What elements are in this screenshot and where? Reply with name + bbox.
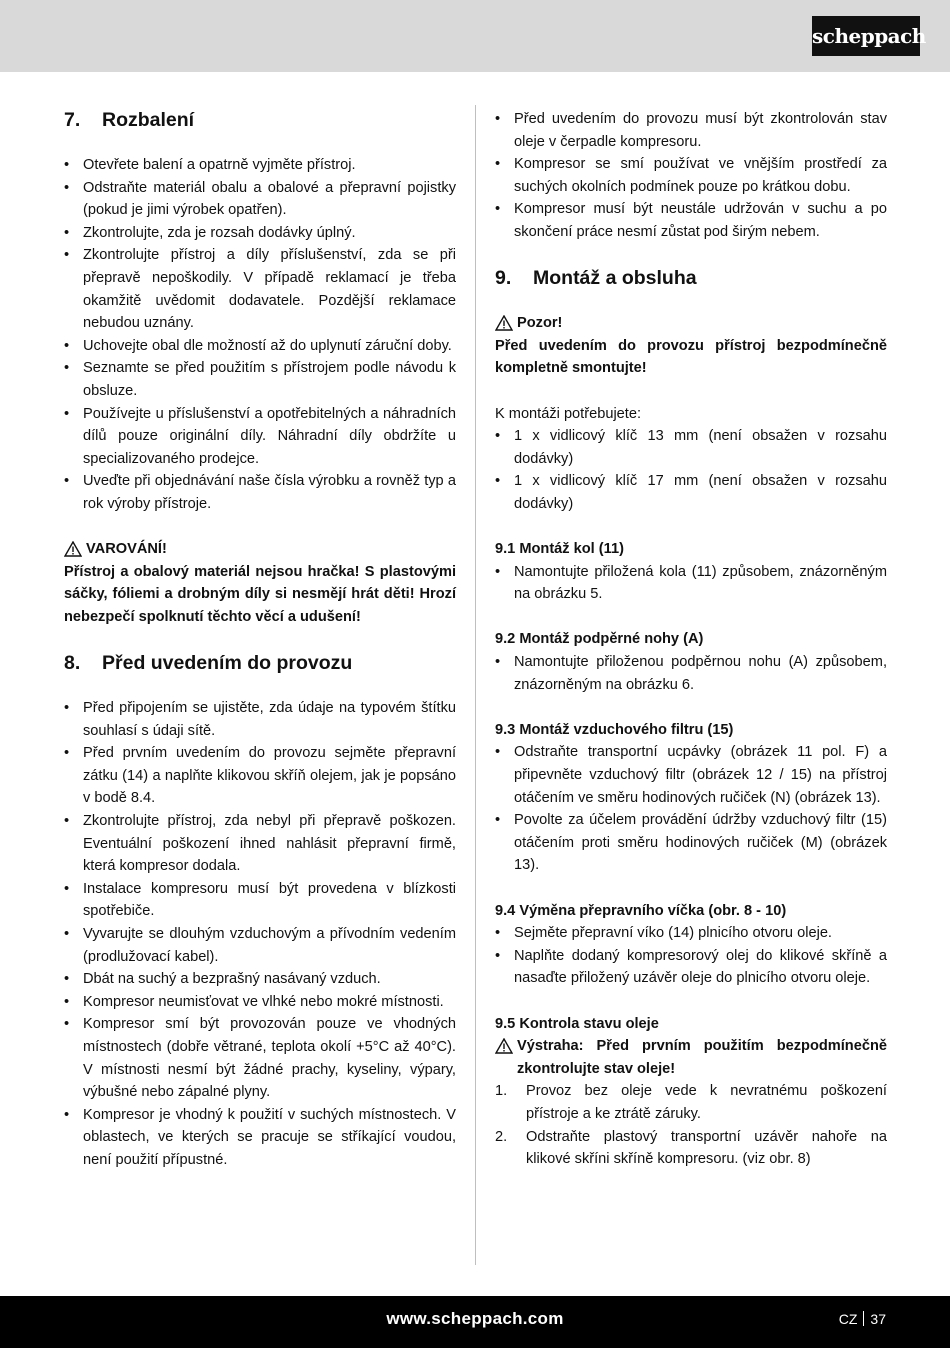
right-column [495,108,887,1171]
list-item: • Zkontrolujte, zda je rozsah dodávky úplný. [64,224,356,241]
section-7-list [64,154,456,516]
section-8-heading: 8. Před uvedením do provozu [64,652,353,675]
list-item: • Instalace kompresoru musí být provedena v blízkosti spotřebiče. [64,880,456,920]
list-item: 1. Provoz bez oleje vede k nevratnému poškození přístroje a ke ztrátě záruky. [495,1083,887,1122]
list-item: • Kompresor smí být provozován pouze ve vhodných místnostech (dobře větrané, teplota okolí +5°C až 40°C). V místnosti nesmí být žádné prachy, kyseliny, výpary, výbušné nebo zápalné plyny. [64,1016,456,1101]
page-indicator [839,1311,886,1327]
list-item: • Otevřete balení a opatrně vyjměte přístroj. [64,157,356,173]
list-item: • Před uvedením do provozu musí být zkontrolován stav oleje v čerpadle kompresoru. [495,111,887,150]
list-item: • 1 x vidlicový klíč 17 mm (není obsažen v rozsahu dodávky) [495,473,887,512]
list-item: • Uchovejte obal dle možností až do uplynutí záruční doby. [64,337,452,354]
list-item: • Kompresor neumisťovat ve vlhké nebo mokré místnosti. [64,993,444,1010]
left-column [64,108,456,1172]
list-item: • Uveďte při objednávání naše čísla výrobku a rovněž typ a rok výroby přístroje. [64,473,456,512]
list-item: • Zkontrolujte přístroj a díly příslušenství, zda se při přepravě nepoškodily. V případě reklamací je třeba okamžitě uvědomit dodavatele. Pozdější reklamace nebudou uznány. [64,247,456,332]
list-item: • Vyvarujte se dlouhým vzduchovým a přívodním vedením (prodlužovací kabel). [64,926,456,965]
page-number: 37 [870,1311,886,1327]
list-item: • Před připojením se ujistěte, zda údaje na typovém štítku souhlasí s údaji sítě. [64,700,456,739]
list-item: • Kompresor se smí používat ve vnějším prostředí za suchých okolních podmínek pouze po krátkou dobu. [495,156,887,195]
list-item: • Zkontrolujte přístroj, zda nebyl při přepravě poškozen. Eventuální poškození ihned nahlásit přepravní firmě, která kompresor dodala. [64,813,456,875]
list-item: • Před prvním uvedením do provozu sejměte přepravní zátku (14) a naplňte klikovou skříň olejem, jak je popsáno v bodě 8.4. [64,745,456,807]
warning-text: Přístroj a obalový materiál nejsou hračka! S plastovými sáčky, fóliemi a drobným díly si nesmějí hrát děti! Hrozí nebezpečí spolknutí těchto věcí a udušení! [64,563,456,625]
section-8-continued-list [495,108,887,244]
website-link[interactable]: www.scheppach.com [386,1309,564,1328]
oil-check-steps [495,1080,887,1170]
list-item: • Kompresor je vhodný k použití v suchých místnostech. V oblastech, ve kterých se pracuje se stříkající voudou, není použití přípustné. [64,1106,456,1168]
list-item: • Namontujte přiložená kola (11) způsobem, znázorněným na obrázku 5. [495,563,887,603]
list-item: • Povolte za účelem provádění údržby vzduchový filtr (15) otáčením proti směru hodinových ručiček (M) (obrázek 13). [495,812,887,874]
section-9-heading: 9. Montáž a obsluha [495,267,697,290]
subsection-9-1-title: 9.1 Montáž kol (11) [495,541,624,558]
list-item: • Používejte u příslušenství a opotřebitelných a náhradních dílů pouze originální díly. Náhradní díly obdržíte u specializovaného prodejce. [64,405,456,467]
subsection-9-3-title: 9.3 Montáž vzduchového filtru (15) [495,721,734,738]
caution-heading: Pozor! [495,312,887,335]
warning-triangle-icon [64,541,82,557]
tools-needed-list [495,425,887,515]
list-item: • 1 x vidlicový klíč 13 mm (není obsažen v rozsahu dodávky) [495,428,887,467]
column-divider [475,105,476,1265]
section-7-heading: 7. Rozbalení [64,109,195,131]
list-item: • Seznamte se před použitím s přístrojem podle návodu k obsluze. [64,360,456,399]
subsection-9-4-title: 9.4 Výměna přepravního víčka (obr. 8 - 10) [495,902,787,919]
brand-logo: scheppach [812,16,920,56]
footer [0,1296,950,1348]
list-item: • Sejměte přepravní víko (14) plnicího otvoru oleje. [495,925,832,942]
subsection-9-5-title: 9.5 Kontrola stavu oleje [495,1015,659,1032]
tools-needed-label: K montáži potřebujete: [495,405,642,422]
language-code: CZ [838,1311,858,1327]
list-item: • Odstraňte transportní ucpávky (obrázek 11 pol. F) a připevněte vzduchový filtr (obrázek 12 / 15) na přístroj otáčením ve směru hodinových ručiček (N) (obrázek 13). [495,744,887,806]
warning-triangle-icon [495,315,513,331]
oil-warning: Výstraha: Před prvním použitím bezpodmínečně zkontrolujte stav oleje! [495,1035,887,1080]
header-band [0,0,950,72]
list-item: • Naplňte dodaný kompresorový olej do klikové skříně a nasaďte přiložený uzávěr oleje do plnicího otvoru oleje. [495,947,887,987]
warning-heading: VAROVÁNÍ! [64,538,456,561]
list-item: • Dbát na suchý a bezprašný nasávaný vzduch. [64,971,381,988]
section-8-title: Před uvedením do provozu [102,652,353,675]
list-item: • Kompresor musí být neustále udržován v suchu a po skončení práce nesmí zůstat pod širým nebem. [495,201,887,240]
warning-triangle-icon [495,1038,513,1054]
list-item: • Odstraňte materiál obalu a obalové a přepravní pojistky (pokud je jimi výrobek opatřen). [64,179,456,219]
caution-text: Před uvedením do provozu přístroj bezpodmínečně kompletně smontujte! [495,337,887,377]
section-7-title: Rozbalení [102,109,195,131]
subsection-9-2-title: 9.2 Montáž podpěrné nohy (A) [495,631,704,648]
section-9-title: Montáž a obsluha [533,267,697,290]
section-8-list [64,697,456,1171]
list-item: • Namontujte přiloženou podpěrnou nohu (A) způsobem, znázorněným na obrázku 6. [495,654,887,693]
list-item: 2. Odstraňte plastový transportní uzávěr nahoře na klikové skříni skříně kompresoru. (viz obr. 8) [495,1128,887,1168]
